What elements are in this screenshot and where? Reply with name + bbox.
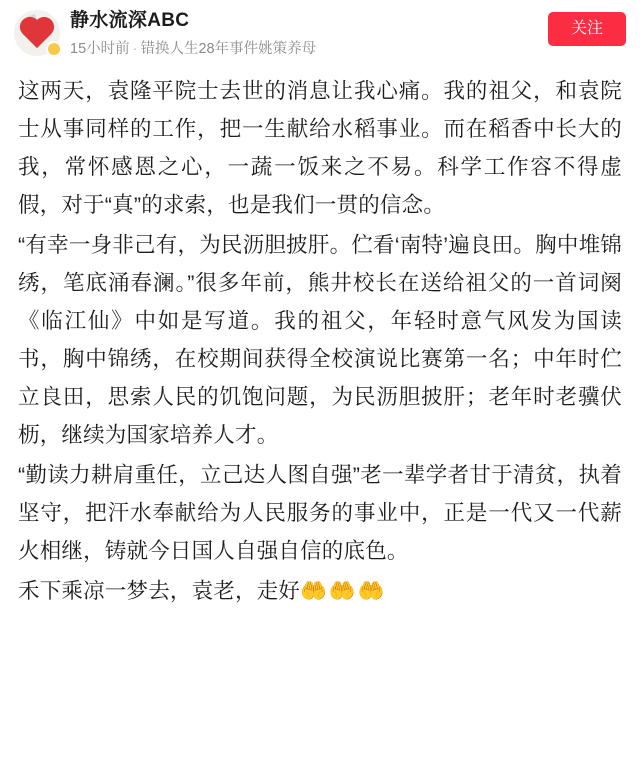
post-content [0, 62, 640, 610]
post-paragraph-3: “勤读力耕肩重任，立己达人图自强”老一辈学者甘于清贫，执着坚守，把汗水奉献给为人民服务的事业中，正是一代又一代薪火相继，铸就今日国人自强自信的底色。 [18, 463, 622, 563]
author-name[interactable]: 静水流深ABC [70, 10, 190, 31]
post-header [0, 0, 640, 62]
closing-text: 禾下乘凉一梦去，袁老，走好 [18, 579, 301, 603]
avatar[interactable] [14, 10, 60, 56]
post-closing-line [18, 572, 622, 610]
author-info [60, 8, 540, 59]
post-paragraph-2: “有幸一身非己有，为民沥胆披肝。伫看‘南特’遍良田。胸中堆锦绣，笔底涌春澜。”很多年前，熊井校长在送给祖父的一首词阕《临江仙》中如是写道。我的祖父，年轻时意气风发为国读书，胸中锦绣，在校期间获得全校演说比赛第一名；中年时伫立良田，思索人民的饥饱问题，为民沥胆披肝；老年时老骥伏枥，继续为国家培养人才。 [18, 233, 622, 447]
follow-button[interactable]: 关注 [548, 12, 626, 46]
verified-badge-icon [46, 41, 62, 57]
post-time: 15小时前 [70, 41, 130, 57]
meta-separator: · [132, 41, 138, 57]
post-topic[interactable]: 错换人生28年事件姚策养母 [140, 41, 317, 57]
palms-up-emoji: 🤲🤲🤲 [300, 579, 387, 603]
post-meta [70, 39, 540, 59]
post-paragraph-1: 这两天，袁隆平院士去世的消息让我心痛。我的祖父，和袁院士从事同样的工作，把一生献给水稻事业。而在稻香中长大的我，常怀感恩之心，一蔬一饭来之不易。科学工作容不得虚假，对于“真”的求索，也是我们一贯的信念。 [18, 79, 622, 217]
